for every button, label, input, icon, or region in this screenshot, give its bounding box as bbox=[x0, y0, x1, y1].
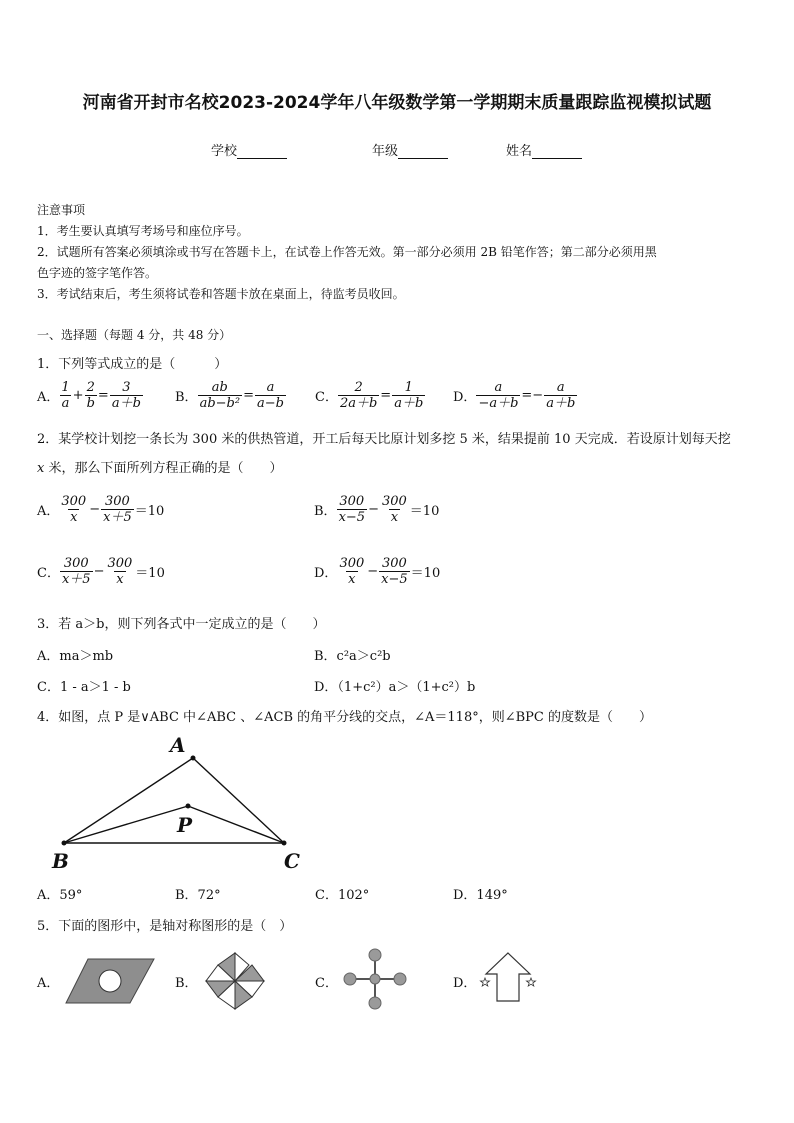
cross-circles-icon bbox=[340, 946, 408, 1012]
fraction: $\frac{a}{a+b}$ bbox=[546, 380, 576, 411]
q2-stem-line1: 2．某学校计划挖一条长为 300 米的供热管道，开工后每天比原计划多挖 5 米，结果提前 10 天完成．若设原计划每天挖 bbox=[37, 432, 731, 447]
q5-option-c[interactable]: C． bbox=[315, 976, 338, 991]
fraction: $\frac{300}{x}$ bbox=[107, 556, 133, 587]
label-p: P bbox=[177, 813, 193, 837]
fraction: $\frac{1}{a+b}$ bbox=[394, 380, 424, 411]
q4-option-d[interactable]: D．149° bbox=[453, 888, 508, 903]
notice-heading: 注意事项 bbox=[37, 203, 86, 217]
school-label: 学校 bbox=[211, 144, 238, 159]
q2-option-d[interactable]: D． $\frac{300}{x}$ − $\frac{300}{x-5}$ ＝10 bbox=[314, 556, 441, 587]
fraction: $\frac{ab}{\text{ab−b²}}$ bbox=[199, 380, 241, 411]
q3-option-c[interactable]: C．1 - a＞1 - b bbox=[37, 680, 131, 695]
page-title: 河南省开封市名校2023-2024学年八年级数学第一学期期末质量跟踪监视模拟试题 bbox=[82, 93, 712, 113]
q3-option-a[interactable]: A．ma＞mb bbox=[37, 649, 114, 664]
arrow-up-icon bbox=[477, 950, 539, 1004]
notice-item-1: 1．考生要认真填写考场号和座位序号。 bbox=[37, 224, 249, 238]
side-ac bbox=[193, 758, 284, 843]
pinwheel-icon bbox=[204, 951, 266, 1011]
vertex-a-dot bbox=[191, 756, 196, 761]
fraction: $\frac{a}{a-b}$ bbox=[256, 380, 284, 411]
label-a: A bbox=[170, 733, 186, 757]
notice-item-2: 2．试题所有答案必须填涂或书写在答题卡上，在试卷上作答无效。第一部分必须用 2B 铅笔作答；第二部分必须用黑 bbox=[37, 245, 657, 259]
fraction: $\frac{300}{x}$ bbox=[381, 494, 407, 525]
notice-item-2-cont: 色字迹的签字笔作答。 bbox=[37, 266, 158, 280]
q1-option-d[interactable]: D． $\frac{a}{-a+b}$ =− $\frac{a}{a+b}$ bbox=[453, 380, 576, 411]
q4-option-c[interactable]: C．102° bbox=[315, 888, 370, 903]
name-field bbox=[506, 140, 582, 159]
fraction: $\frac{300}{x-5}$ bbox=[381, 556, 408, 587]
fraction: $\frac{300}{x+5}$ bbox=[61, 556, 91, 587]
vertex-b-dot bbox=[62, 841, 67, 846]
fraction: $\frac{1}{a}$ bbox=[61, 380, 70, 411]
fraction: $\frac{2}{b}$ bbox=[86, 380, 95, 411]
fraction: $\frac{300}{x+5}$ bbox=[103, 494, 132, 525]
grade-field bbox=[372, 140, 448, 159]
star-left-icon bbox=[481, 978, 490, 986]
q2-option-b[interactable]: B． $\frac{300}{x-5}$ − $\frac{300}{x}$ ＝10 bbox=[314, 494, 440, 525]
q4-option-a[interactable]: A．59° bbox=[37, 888, 83, 903]
q2-option-a[interactable]: A． $\frac{300}{x}$ − $\frac{300}{x+5}$ ＝10 bbox=[37, 494, 165, 525]
fraction: $\frac{2}{2a+b}$ bbox=[339, 380, 378, 411]
vertex-c-dot bbox=[282, 841, 287, 846]
grade-label: 年级 bbox=[372, 144, 399, 159]
q5-option-a[interactable]: A． bbox=[37, 976, 60, 991]
q1-option-c[interactable]: C． $\frac{2}{2a+b}$ = $\frac{1}{a+b}$ bbox=[315, 380, 424, 411]
q1-option-a[interactable]: A． $\frac{1}{a}$ + $\frac{2}{b}$ = $\frac{3}{a+b}$ bbox=[37, 380, 141, 411]
fraction: $\frac{3}{a+b}$ bbox=[111, 380, 141, 411]
fraction: $\frac{300}{x-5}$ bbox=[338, 494, 366, 525]
q3-option-b[interactable]: B．c²a＞c²b bbox=[314, 649, 391, 664]
q3-stem: 3．若 a＞b，则下列各式中一定成立的是（ ） bbox=[37, 617, 326, 632]
q4-stem: 4．如图，点 P 是∨ABC 中∠ABC 、∠ACB 的角平分线的交点，∠A＝118°，则∠BPC 的度数是（ ） bbox=[37, 710, 652, 725]
q5-option-b[interactable]: B． bbox=[175, 976, 198, 991]
school-field bbox=[211, 140, 287, 159]
school-blank[interactable] bbox=[237, 145, 287, 159]
bisector-bp bbox=[64, 806, 188, 843]
q3-option-d[interactable]: D．（1+c²）a＞（1+c²）b bbox=[314, 680, 476, 695]
star-right-icon bbox=[527, 978, 536, 986]
name-blank[interactable] bbox=[532, 145, 582, 159]
q4-option-b[interactable]: B．72° bbox=[175, 888, 221, 903]
notice-item-3: 3．考试结束后，考生须将试卷和答题卡放在桌面上，待监考员收回。 bbox=[37, 287, 405, 301]
label-b: B bbox=[52, 849, 69, 873]
q5-stem: 5．下面的图形中，是轴对称图形的是（ ） bbox=[37, 919, 293, 934]
q1-option-b[interactable]: B． $\frac{ab}{\text{ab−b²}}$ = $\frac{a}{a-b}$ bbox=[175, 380, 284, 411]
point-p-dot bbox=[186, 804, 191, 809]
q5-option-d[interactable]: D． bbox=[453, 976, 477, 991]
fraction: $\frac{300}{x}$ bbox=[61, 494, 87, 525]
side-ab bbox=[64, 758, 193, 843]
name-label: 姓名 bbox=[506, 144, 533, 159]
section-heading: 一、选择题（每题 4 分，共 48 分） bbox=[37, 328, 232, 342]
parallelogram-with-circle-icon bbox=[64, 956, 156, 1006]
label-c: C bbox=[284, 849, 300, 873]
fraction: $\frac{a}{-a+b}$ bbox=[478, 380, 519, 411]
q1-stem: 1．下列等式成立的是（ ） bbox=[37, 357, 228, 372]
fraction: $\frac{300}{x}$ bbox=[339, 556, 365, 587]
grade-blank[interactable] bbox=[398, 145, 448, 159]
q2-option-c[interactable]: C． $\frac{300}{x+5}$ − $\frac{300}{x}$ ＝10 bbox=[37, 556, 165, 587]
triangle-figure bbox=[40, 728, 320, 878]
q2-stem-line2: x 米，那么下面所列方程正确的是（ ） bbox=[37, 461, 283, 476]
q1-a-label: A． bbox=[37, 390, 60, 405]
bisector-cp bbox=[188, 806, 284, 843]
